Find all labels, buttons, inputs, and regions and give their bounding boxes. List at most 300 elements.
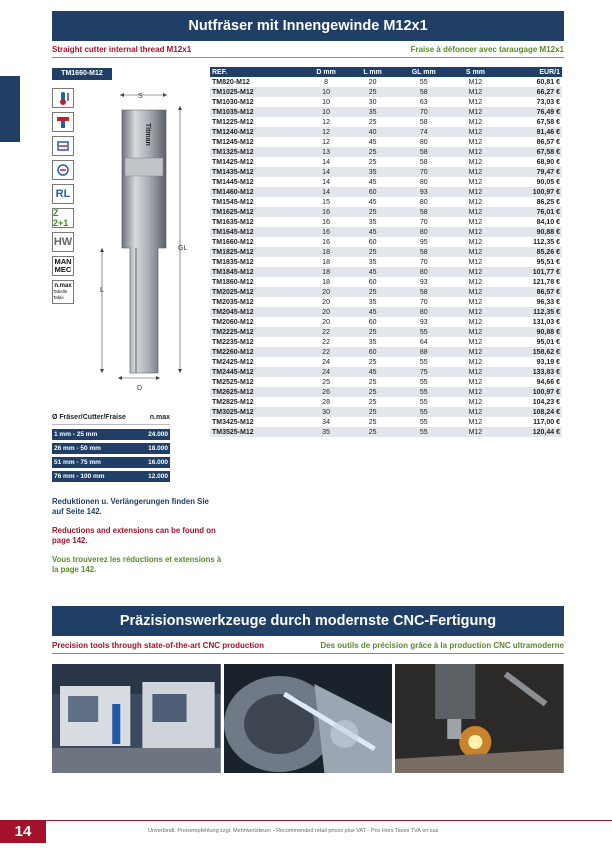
speed-value: 24.000 [148,431,168,438]
cell-l: 25 [350,207,396,217]
table-row [210,217,562,227]
cell-gl: 55 [395,427,452,437]
cell-ref: TM1325-M12 [210,147,302,157]
table-row [210,197,562,207]
cell-gl: 80 [395,227,452,237]
cell-l: 35 [350,297,396,307]
nmax-icon [52,280,74,304]
cell-eur: 93,19 € [499,357,562,367]
cell-eur: 133,83 € [499,367,562,377]
cell-l: 60 [350,277,396,287]
cell-gl: 55 [395,357,452,367]
cell-l: 35 [350,257,396,267]
z-icon: Z 2+1 [52,208,74,228]
cell-gl: 80 [395,267,452,277]
table-row [210,167,562,177]
table-row [210,387,562,397]
cell-s: M12 [452,407,499,417]
table-row [210,97,562,107]
cell-eur: 86,57 € [499,287,562,297]
table-row [210,87,562,97]
cell-ref: TM2225-M12 [210,327,302,337]
cell-gl: 93 [395,277,452,287]
cell-l: 60 [350,237,396,247]
cell-eur: 85,26 € [499,247,562,257]
cell-l: 25 [350,87,396,97]
table-row [210,417,562,427]
cell-eur: 84,10 € [499,217,562,227]
cell-ref: TM2525-M12 [210,377,302,387]
table-row [210,277,562,287]
cell-gl: 64 [395,337,452,347]
product-code-badge: TM1660-M12 [52,68,112,80]
cell-gl: 74 [395,127,452,137]
table-row [210,257,562,267]
cell-gl: 95 [395,237,452,247]
cell-d: 14 [302,157,349,167]
cell-eur: 96,33 € [499,297,562,307]
cell-s: M12 [452,147,499,157]
cell-eur: 120,44 € [499,427,562,437]
cell-s: M12 [452,197,499,207]
cell-d: 20 [302,287,349,297]
cell-ref: TM1225-M12 [210,117,302,127]
cell-ref: TM1445-M12 [210,177,302,187]
cell-gl: 70 [395,107,452,117]
table-row [210,207,562,217]
cell-eur: 67,58 € [499,117,562,127]
cell-l: 25 [350,387,396,397]
cell-l: 60 [350,347,396,357]
cell-l: 45 [350,267,396,277]
cell-d: 10 [302,87,349,97]
cell-gl: 55 [395,417,452,427]
cell-eur: 67,58 € [499,147,562,157]
cell-ref: TM2025-M12 [210,287,302,297]
cell-d: 24 [302,357,349,367]
cell-gl: 80 [395,197,452,207]
cell-d: 15 [302,197,349,207]
footer-line [0,820,612,821]
cell-l: 25 [350,117,396,127]
cell-gl: 70 [395,217,452,227]
cell-s: M12 [452,297,499,307]
cell-eur: 76,49 € [499,107,562,117]
cell-ref: TM2445-M12 [210,367,302,377]
col-d: D mm [302,67,349,77]
dim-d-label: D [137,385,143,392]
speed-row [52,471,170,482]
cell-s: M12 [452,227,499,237]
table-row [210,377,562,387]
cell-eur: 95,51 € [499,257,562,267]
table-row [210,267,562,277]
cell-eur: 68,90 € [499,157,562,167]
cell-eur: 76,01 € [499,207,562,217]
cell-d: 12 [302,117,349,127]
col-eur: EUR/1 [499,67,562,77]
cell-gl: 63 [395,97,452,107]
cell-l: 45 [350,177,396,187]
cell-d: 22 [302,347,349,357]
cell-l: 60 [350,187,396,197]
cell-ref: TM1035-M12 [210,107,302,117]
cell-eur: 101,77 € [499,267,562,277]
cell-s: M12 [452,267,499,277]
table-row [210,317,562,327]
table-row [210,327,562,337]
subtitle-fr: Fraise à défoncer avec taraugage M12x1 [410,45,564,54]
cell-gl: 80 [395,307,452,317]
speed-range: 1 mm - 25 mm [54,431,98,438]
side-tab [0,76,20,142]
cell-d: 25 [302,377,349,387]
cell-l: 25 [350,157,396,167]
cell-gl: 58 [395,117,452,127]
cell-ref: TM1660-M12 [210,237,302,247]
cell-s: M12 [452,357,499,367]
cell-s: M12 [452,327,499,337]
cell-d: 18 [302,247,349,257]
photo-milling-sparks [395,664,564,773]
col-l: L mm [350,67,396,77]
cell-s: M12 [452,387,499,397]
table-row [210,307,562,317]
speed-header-range: Ø Fräser/Cutter/Fraise [52,414,126,421]
col-s: S mm [452,67,499,77]
table-row [210,147,562,157]
cell-d: 14 [302,187,349,197]
cell-d: 20 [302,317,349,327]
cell-s: M12 [452,177,499,187]
man-mec-icon [52,256,74,276]
cell-gl: 55 [395,377,452,387]
cell-gl: 55 [395,387,452,397]
cell-gl: 58 [395,147,452,157]
cell-ref: TM2060-M12 [210,317,302,327]
note-en: Reductions and extensions can be found on page 142. [52,526,216,545]
cell-ref: TM2625-M12 [210,387,302,397]
cell-s: M12 [452,367,499,377]
cell-l: 25 [350,427,396,437]
cell-eur: 86,25 € [499,197,562,207]
cell-ref: TM1835-M12 [210,257,302,267]
cell-eur: 73,03 € [499,97,562,107]
cell-gl: 58 [395,207,452,217]
machine-icon [52,112,74,132]
cell-gl: 70 [395,297,452,307]
router-bit-icon [52,136,74,156]
cell-eur: 108,24 € [499,407,562,417]
table-row [210,127,562,137]
cell-l: 35 [350,217,396,227]
table-row [210,397,562,407]
cell-gl: 58 [395,287,452,297]
subtitle-en: Straight cutter internal thread M12x1 [52,45,192,54]
cell-ref: TM1245-M12 [210,137,302,147]
cell-s: M12 [452,347,499,357]
cell-gl: 55 [395,327,452,337]
cnc-subtitle-en: Precision tools through state-of-the-art CNC production [52,641,264,650]
cnc-photos [52,664,564,773]
cell-ref: TM1240-M12 [210,127,302,137]
tool-drawing [80,78,195,398]
speed-range: 51 mm - 75 mm [54,459,101,466]
table-row [210,237,562,247]
cell-s: M12 [452,417,499,427]
cell-s: M12 [452,337,499,347]
cell-d: 16 [302,237,349,247]
cell-d: 8 [302,77,349,87]
table-row [210,107,562,117]
cell-gl: 55 [395,77,452,87]
note-fr: Vous trouverez les réductions et extensions à la page 142. [52,555,222,574]
cell-ref: TM820-M12 [210,77,302,87]
cell-eur: 60,81 € [499,77,562,87]
speed-value: 12.000 [148,473,168,480]
cell-l: 30 [350,97,396,107]
cell-s: M12 [452,117,499,127]
table-row [210,117,562,127]
dim-l-label: L [100,287,104,294]
cell-gl: 80 [395,177,452,187]
table-row [210,227,562,237]
rl-icon: RL [52,184,74,204]
cell-ref: TM1635-M12 [210,217,302,227]
photo-cnc-machines [52,664,221,773]
cell-ref: TM3525-M12 [210,427,302,437]
cell-ref: TM1425-M12 [210,157,302,167]
cell-gl: 58 [395,157,452,167]
cell-d: 35 [302,427,349,437]
cell-eur: 90,88 € [499,227,562,237]
cell-eur: 131,03 € [499,317,562,327]
dim-gl-label: GL [178,245,188,252]
cell-d: 28 [302,397,349,407]
cell-d: 14 [302,177,349,187]
cell-ref: TM1860-M12 [210,277,302,287]
cell-d: 16 [302,227,349,237]
dim-s-label: S [138,93,143,100]
cell-s: M12 [452,207,499,217]
cell-ref: TM2035-M12 [210,297,302,307]
cell-d: 34 [302,417,349,427]
divider [52,57,564,58]
cell-s: M12 [452,287,499,297]
cell-d: 18 [302,267,349,277]
table-row [210,407,562,417]
cell-gl: 55 [395,397,452,407]
cell-eur: 66,27 € [499,87,562,97]
cell-s: M12 [452,307,499,317]
cell-ref: TM1845-M12 [210,267,302,277]
page-number: 14 [0,821,46,843]
cell-l: 35 [350,167,396,177]
cell-eur: 94,66 € [499,377,562,387]
cell-eur: 95,01 € [499,337,562,347]
table-row [210,347,562,357]
thermometer-icon [52,88,74,108]
cell-l: 60 [350,317,396,327]
cell-l: 35 [350,107,396,117]
cell-l: 45 [350,197,396,207]
mec-label: MEC [54,265,72,274]
cell-ref: TM1435-M12 [210,167,302,177]
cell-s: M12 [452,167,499,177]
cell-l: 45 [350,367,396,377]
speed-row [52,429,170,440]
cell-s: M12 [452,377,499,387]
cell-l: 25 [350,327,396,337]
cell-l: 25 [350,417,396,427]
speed-value: 18.000 [148,445,168,452]
cell-l: 25 [350,247,396,257]
cell-s: M12 [452,217,499,227]
cell-s: M12 [452,107,499,117]
cell-d: 13 [302,147,349,157]
cell-gl: 75 [395,367,452,377]
cell-ref: TM2425-M12 [210,357,302,367]
cell-s: M12 [452,257,499,267]
table-row [210,247,562,257]
price-table-header [210,67,562,77]
speed-table [52,414,170,485]
cell-d: 22 [302,337,349,347]
note-de: Reduktionen u. Verlängerungen finden Sie auf Seite 142. [52,497,209,516]
cell-d: 10 [302,107,349,117]
speed-table-header [52,414,170,425]
cell-l: 25 [350,397,396,407]
cell-gl: 58 [395,87,452,97]
cell-l: 25 [350,407,396,417]
cell-ref: TM2825-M12 [210,397,302,407]
cell-ref: TM3025-M12 [210,407,302,417]
tool-brand: Titman [144,123,151,146]
cell-ref: TM1460-M12 [210,187,302,197]
speed-header-nmax: n.max [149,414,170,421]
cell-ref: TM2260-M12 [210,347,302,357]
table-row [210,177,562,187]
cell-eur: 117,00 € [499,417,562,427]
man-label: MAN [54,257,72,266]
cell-s: M12 [452,317,499,327]
cell-l: 25 [350,287,396,297]
cell-s: M12 [452,237,499,247]
cell-ref: TM1645-M12 [210,227,302,237]
cell-d: 12 [302,127,349,137]
cell-l: 45 [350,307,396,317]
speed-value: 16.000 [148,459,168,466]
table-row [210,337,562,347]
cell-d: 10 [302,97,349,107]
cell-eur: 158,62 € [499,347,562,357]
page-title: Nutfräser mit Innengewinde M12x1 [52,11,564,41]
cell-gl: 55 [395,407,452,417]
cell-gl: 70 [395,167,452,177]
table-row [210,187,562,197]
divider [52,653,564,654]
cell-l: 25 [350,377,396,387]
cell-s: M12 [452,77,499,87]
cell-d: 24 [302,367,349,377]
cell-d: 16 [302,217,349,227]
cell-gl: 88 [395,347,452,357]
cell-gl: 93 [395,187,452,197]
cell-eur: 79,47 € [499,167,562,177]
table-row [210,357,562,367]
cell-eur: 121,78 € [499,277,562,287]
price-table [210,67,562,437]
cell-d: 20 [302,297,349,307]
property-icons [52,88,74,308]
cell-s: M12 [452,137,499,147]
cell-ref: TM2045-M12 [210,307,302,317]
cell-eur: 104,23 € [499,397,562,407]
cell-ref: TM3425-M12 [210,417,302,427]
cell-gl: 80 [395,137,452,147]
cell-s: M12 [452,397,499,407]
nmax-sub-label: Tabelle Table [53,289,68,300]
cell-l: 25 [350,357,396,367]
cell-d: 30 [302,407,349,417]
cell-l: 45 [350,227,396,237]
col-gl: GL mm [395,67,452,77]
cell-eur: 90,88 € [499,327,562,337]
cell-gl: 70 [395,257,452,267]
cell-d: 18 [302,277,349,287]
cell-d: 26 [302,387,349,397]
cell-gl: 93 [395,317,452,327]
cell-eur: 86,57 € [499,137,562,147]
cell-ref: TM1825-M12 [210,247,302,257]
thread-icon [52,160,74,180]
tool-body [122,110,166,373]
cell-s: M12 [452,247,499,257]
cell-d: 18 [302,257,349,267]
cell-l: 35 [350,337,396,347]
cell-eur: 90,05 € [499,177,562,187]
cell-l: 25 [350,147,396,157]
table-row [210,77,562,87]
cnc-subtitle-fr: Des outils de précision grâce à la production CNC ultramoderne [320,641,564,650]
cell-l: 45 [350,137,396,147]
table-row [210,297,562,307]
cell-d: 22 [302,327,349,337]
cell-l: 20 [350,77,396,87]
cell-ref: TM1625-M12 [210,207,302,217]
cell-l: 40 [350,127,396,137]
cell-d: 20 [302,307,349,317]
cell-ref: TM2235-M12 [210,337,302,347]
cell-ref: TM1025-M12 [210,87,302,97]
cnc-section-title: Präzisionswerkzeuge durch modernste CNC-Fertigung [52,606,564,636]
footer-disclaimer: Unverbindl. Preisempfehlung zzgl. Mehrwertsteuer - Recommended retail prices plus VAT - Prix Hors Taxes TVA en sus [148,828,439,834]
table-row [210,367,562,377]
cell-s: M12 [452,427,499,437]
speed-row [52,443,170,454]
cell-ref: TM1030-M12 [210,97,302,107]
cell-eur: 112,35 € [499,307,562,317]
cell-s: M12 [452,277,499,287]
cell-s: M12 [452,127,499,137]
col-ref: REF. [210,67,302,77]
cell-s: M12 [452,187,499,197]
cell-d: 12 [302,137,349,147]
speed-range: 76 mm - 100 mm [54,473,105,480]
nmax-label: n.max [54,283,72,289]
cell-d: 16 [302,207,349,217]
cell-s: M12 [452,87,499,97]
